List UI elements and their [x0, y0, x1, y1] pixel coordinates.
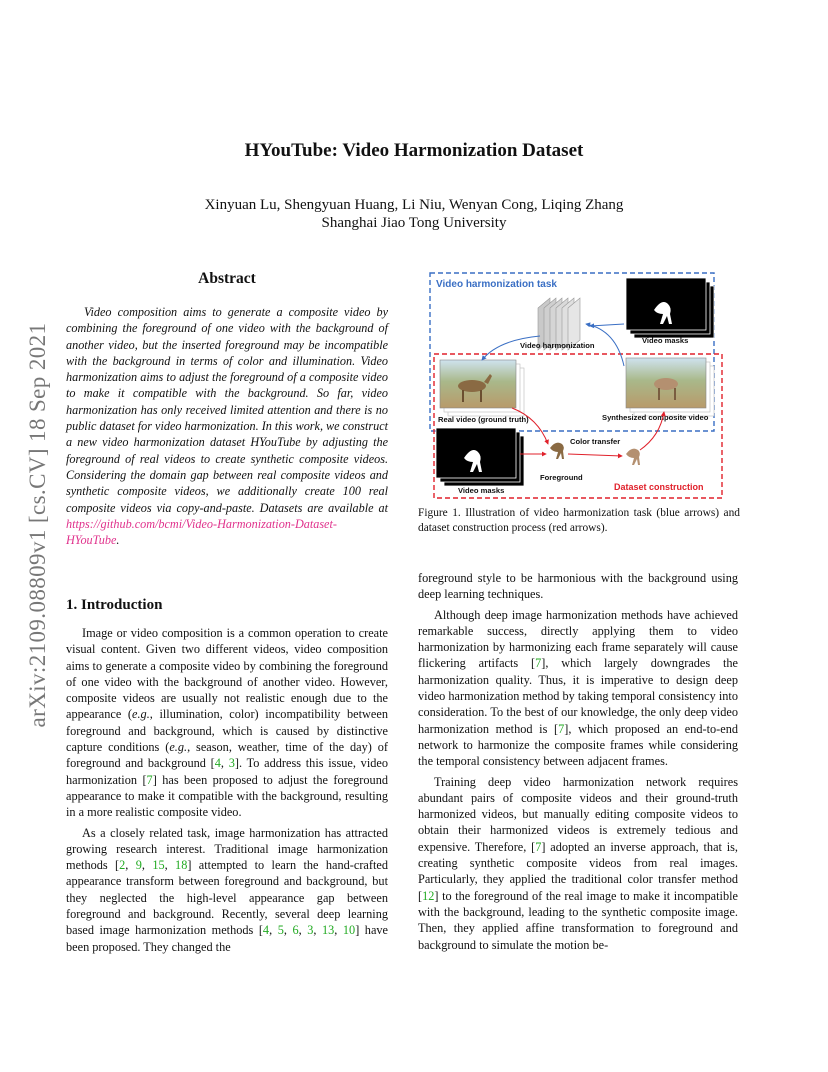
- text-run: ,: [269, 923, 278, 938]
- text-run: Training deep video harmonization network requires abundant pairs of composite videos and their ground-truth harmonized videos, but manually editing composite videos to obtain their harmonized videos is extremely tedious and expensive. Therefore, [: [418, 774, 738, 854]
- citation-link[interactable]: 7: [146, 772, 153, 787]
- author-list: Xinyuan Lu, Shengyuan Huang, Li Niu, Wenyan Cong, Liqing Zhang: [204, 197, 624, 213]
- citation-link[interactable]: 7: [535, 839, 542, 854]
- intro-paragraph-5: [418, 774, 738, 953]
- arrow-color-transfer: [568, 454, 622, 456]
- italic-text: e.g.: [132, 707, 150, 722]
- citation-link[interactable]: 15: [152, 858, 165, 873]
- text-run: ]. To address this issue, video harmonization [: [66, 756, 388, 787]
- arxiv-identifier: arXiv:2109.08809v1 [cs.CV] 18 Sep 2021: [25, 322, 50, 728]
- real-video-label: Real video (ground truth): [438, 415, 529, 424]
- text-run: ] has been proposed to adjust the foreground appearance to make it compatible with the background, resulting in a more realistic composite video.: [66, 772, 388, 820]
- text-run: Although deep image harmonization methods have achieved remarkable success, directly applying them to video harmonization by harmonizing each frame separately will cause flickering artifacts [: [418, 607, 738, 671]
- arrow-masks-to-net: [590, 324, 624, 326]
- task-label: Video harmonization task: [436, 279, 557, 290]
- text-run: ,: [283, 923, 293, 938]
- intro-paragraph-1: [66, 625, 388, 821]
- text-run: ,: [164, 858, 176, 873]
- masks-label-top: Video masks: [642, 336, 689, 345]
- text-run: , illumination, color) incompatibility between foreground and background, which is caused by distinctive capture conditions (: [66, 707, 388, 755]
- text-run: ,: [141, 858, 153, 873]
- citation-link[interactable]: 9: [135, 858, 142, 873]
- paper-title: HYouTube: Video Harmonization Dataset: [244, 140, 584, 161]
- citation-link[interactable]: 18: [175, 858, 188, 873]
- right-column: [418, 570, 738, 957]
- affiliation: Shanghai Jiao Tong University: [321, 215, 507, 231]
- italic-text: e.g.: [169, 740, 188, 755]
- text-run: ,: [313, 923, 322, 938]
- introduction-heading: 1. Introduction: [66, 597, 163, 613]
- foreground-label: Foreground: [540, 473, 583, 482]
- abstract-text: Video composition aims to generate a composite video by combining the foreground of one video with the background of another video, but the inserted foreground may be incompatible with the background in terms of color and illumination. Video harmonization aims to adjust the foreground of a composite video to make it compatible with the background. So far, video harmonization has only received limited attention and there is no public dataset for video harmonization. In this work, we construct a new video harmonization dataset HYouTube by adjusting the foreground of real videos to create synthetic composite videos. Considering the domain gap between real composite videos and synthetic composite videos, we additionally create 100 real composite videos via copy-and-paste. Datasets are available at: [66, 305, 388, 515]
- text-run: ], which largely downgrades the harmonization quality. Thus, it is imperative to design deep video harmonization method by taking temporal consistency into consideration. To the best of our knowledge, the only deep video harmonization method is [: [418, 656, 738, 736]
- video-masks-top: [626, 278, 714, 338]
- text-run: , season, weather, time of the day) of foreground and background [: [66, 740, 388, 771]
- text-run: ,: [125, 858, 136, 873]
- citation-link[interactable]: 7: [535, 656, 542, 671]
- intro-paragraph-4: [418, 607, 738, 770]
- masks-label-bottom: Video masks: [458, 486, 505, 495]
- author-block: [0, 196, 828, 232]
- intro-paragraph-2: [66, 825, 388, 955]
- foreground-original: [550, 443, 564, 459]
- video-masks-bottom: [436, 428, 524, 486]
- intro-paragraph-3: [418, 570, 738, 603]
- text-run: As a closely related task, image harmonization has attracted growing research interest. Traditional image harmonization methods [: [66, 825, 388, 873]
- abstract-end: .: [116, 533, 120, 548]
- synthesized-composite-frames: [626, 358, 714, 416]
- citation-link[interactable]: 4: [262, 923, 270, 938]
- foreground-transferred: [626, 449, 640, 465]
- citation-link[interactable]: 13: [321, 923, 335, 938]
- text-run: ] adopted an inverse approach, that is, creating synthetic composite videos from real images. Particularly, they applied the traditional color transfer method [: [418, 839, 739, 903]
- citation-link[interactable]: 2: [119, 858, 126, 873]
- citation-link[interactable]: 10: [342, 923, 356, 938]
- citation-link[interactable]: 6: [292, 923, 299, 938]
- figure-caption: Figure 1. Illustration of video harmonization task (blue arrows) and dataset construction process (red arrows).: [418, 507, 740, 534]
- text-run: ] to the foreground of the real image to make it incompatible with the background, leading to the synthetic composite image. Then, they applied affine transformation to foreground and background to simulate the motion be-: [418, 888, 738, 952]
- text-run: foreground style to be harmonious with the background using deep learning techniques.: [418, 571, 738, 602]
- construction-label: Dataset construction: [614, 482, 704, 492]
- citation-link[interactable]: 5: [277, 923, 284, 938]
- citation-link[interactable]: 12: [422, 888, 435, 903]
- text-run: ,: [334, 923, 343, 938]
- text-run: ], which proposed an end-to-end network to harmonize the composite frames while considering the temporal consistency between adjacent frames.: [418, 721, 738, 769]
- text-run: ,: [220, 756, 229, 771]
- text-run: ,: [298, 923, 308, 938]
- citation-link[interactable]: 3: [307, 923, 314, 938]
- left-column: [66, 625, 388, 959]
- synth-label: Synthesized composite video: [602, 413, 709, 422]
- harmonization-label: Video harmonization: [520, 341, 595, 350]
- real-video-frames: [440, 360, 524, 416]
- figure-1: [428, 268, 724, 504]
- color-transfer-label: Color transfer: [570, 437, 621, 446]
- citation-link[interactable]: 4: [214, 756, 221, 771]
- abstract-body: [66, 304, 388, 548]
- citation-link[interactable]: 7: [558, 721, 565, 736]
- citation-link[interactable]: 3: [228, 756, 235, 771]
- text-run: ] have been proposed. They changed the: [66, 923, 389, 954]
- dataset-link[interactable]: https://github.com/bcmi/Video-Harmonization-Dataset-HYouTube: [66, 516, 337, 548]
- text-run: Image or video composition is a common operation to create visual content. Given two different videos, video composition aims to generate a composite video by combining the foreground of one video with the background of another video. However, composite videos are usually not realistic enough due to the appearance (: [66, 626, 388, 722]
- abstract-heading: Abstract: [198, 270, 256, 287]
- text-run: ] attempted to learn the hand-crafted appearance transform between foreground and background, but they neglected the high-level appearance gap between foreground and background. Recently, several deep learning based image harmonization methods [: [66, 858, 388, 938]
